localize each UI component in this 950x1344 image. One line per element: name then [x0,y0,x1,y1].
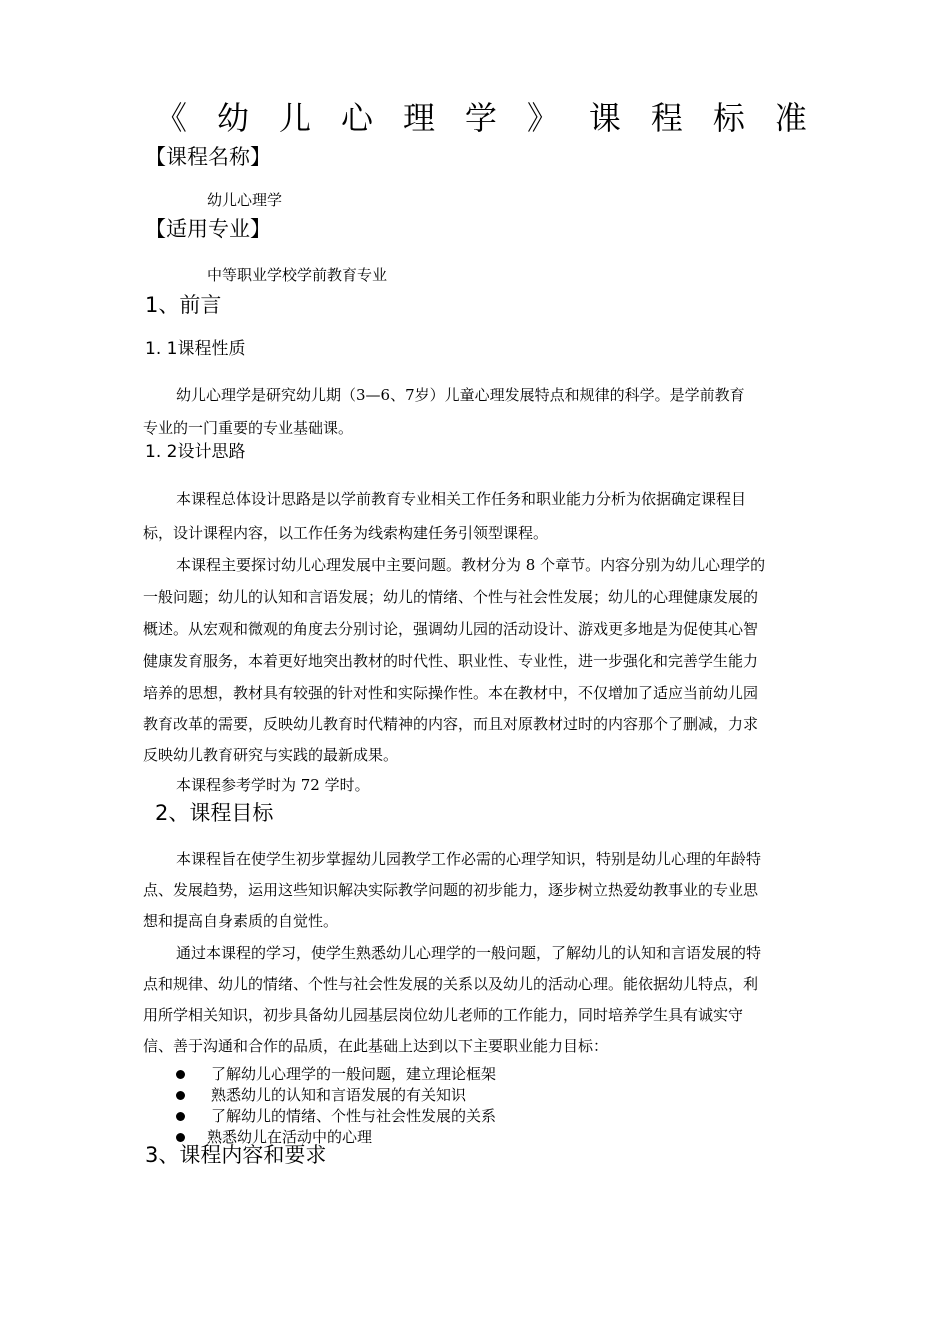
section1-1-heading: 1. 1课程性质 [145,339,246,359]
bullet-item [176,1085,466,1105]
section2-line: 信、善于沟通和合作的品质，在此基础上达到以下主要职业能力目标： [143,1037,609,1055]
title-char: 学 [464,99,497,137]
section1-2-line: 标，设计课程内容，以工作任务为线索构建任务引领型课程。 [143,524,549,542]
section1-2-line: 本课程参考学时为 72 学时。 [176,776,370,794]
document-title [155,96,807,140]
bullet-text: 熟悉幼儿的认知和言语发展的有关知识 [211,1086,467,1104]
section1-2-line: 反映幼儿教育研究与实践的最新成果。 [143,746,399,764]
section2-line: 用所学相关知识，初步具备幼儿园基层岗位幼儿老师的工作能力，同时培养学生具有诚实守 [143,1006,744,1024]
bullet-dot-icon [176,1112,185,1121]
section2-line: 点和规律、幼儿的情绪、个性与社会性发展的关系以及幼儿的活动心理。能依据幼儿特点，利 [143,975,759,993]
section1-2-line: 健康发育服务，本着更好地突出教材的时代性、职业性、专业性，进一步强化和完善学生能力 [143,652,759,670]
title-char: 《 [155,99,188,137]
bullet-dot-icon [176,1091,185,1100]
section2-line: 想和提高自身素质的自觉性。 [143,912,339,930]
section1-2-line: 一般问题；幼儿的认知和言语发展；幼儿的情绪、个性与社会性发展；幼儿的心理健康发展的 [143,588,759,606]
title-char: 准 [774,99,807,137]
section1-1-line: 专业的一门重要的专业基础课。 [143,419,354,437]
section1-2-line: 本课程主要探讨幼儿心理发展中主要问题。教材分为 8 个章节。内容分别为幼儿心理学的 [176,556,766,574]
bullet-item [176,1106,496,1126]
title-char: 》 [526,99,559,137]
section1-heading: 1、前言 [145,293,222,317]
title-char: 标 [712,99,745,137]
section1-2-line: 培养的思想，教材具有较强的针对性和实际操作性。本在教材中，不仅增加了适应当前幼儿园 [143,684,759,702]
title-char: 幼 [216,99,249,137]
section1-2-heading: 1. 2设计思路 [145,442,246,462]
section1-2-line: 本课程总体设计思路是以学前教育专业相关工作任务和职业能力分析为依据确定课程目 [176,490,747,508]
bullet-text: 了解幼儿心理学的一般问题，建立理论框架 [211,1065,497,1083]
title-char: 心 [340,99,373,137]
section1-2-line: 概述。从宏观和微观的角度去分别讨论，强调幼儿园的活动设计、游戏更多地是为促使其心智 [143,620,759,638]
section1-1-line: 幼儿心理学是研究幼儿期（3—6、7岁）儿童心理发展特点和规律的科学。是学前教育 [176,386,745,404]
bullet-dot-icon [176,1070,185,1079]
title-char: 儿 [278,99,311,137]
title-char: 理 [402,99,435,137]
applicable-major-heading: 【适用专业】 [145,217,271,241]
section2-heading: 2、课程目标 [155,801,274,825]
bullet-item [176,1064,496,1084]
section2-line: 本课程旨在使学生初步掌握幼儿园教学工作必需的心理学知识，特别是幼儿心理的年龄特 [176,850,762,868]
bullet-text: 熟悉幼儿在活动中的心理 [207,1128,373,1146]
applicable-major-value: 中等职业学校学前教育专业 [207,266,388,284]
section2-line: 点、发展趋势，运用这些知识解决实际教学问题的初步能力，逐步树立热爱幼教事业的专业思 [143,881,759,899]
section2-line: 通过本课程的学习，使学生熟悉幼儿心理学的一般问题，了解幼儿的认知和言语发展的特 [176,944,762,962]
title-char: 程 [650,99,683,137]
section1-2-line: 教育改革的需要，反映幼儿教育时代精神的内容，而且对原教材过时的内容那个了删减，力求 [143,715,759,733]
course-name-value: 幼儿心理学 [207,191,283,209]
section3-heading: 3、课程内容和要求 [145,1143,327,1167]
course-name-heading: 【课程名称】 [145,145,271,169]
bullet-text: 了解幼儿的情绪、个性与社会性发展的关系 [211,1107,497,1125]
title-char: 课 [588,99,621,137]
